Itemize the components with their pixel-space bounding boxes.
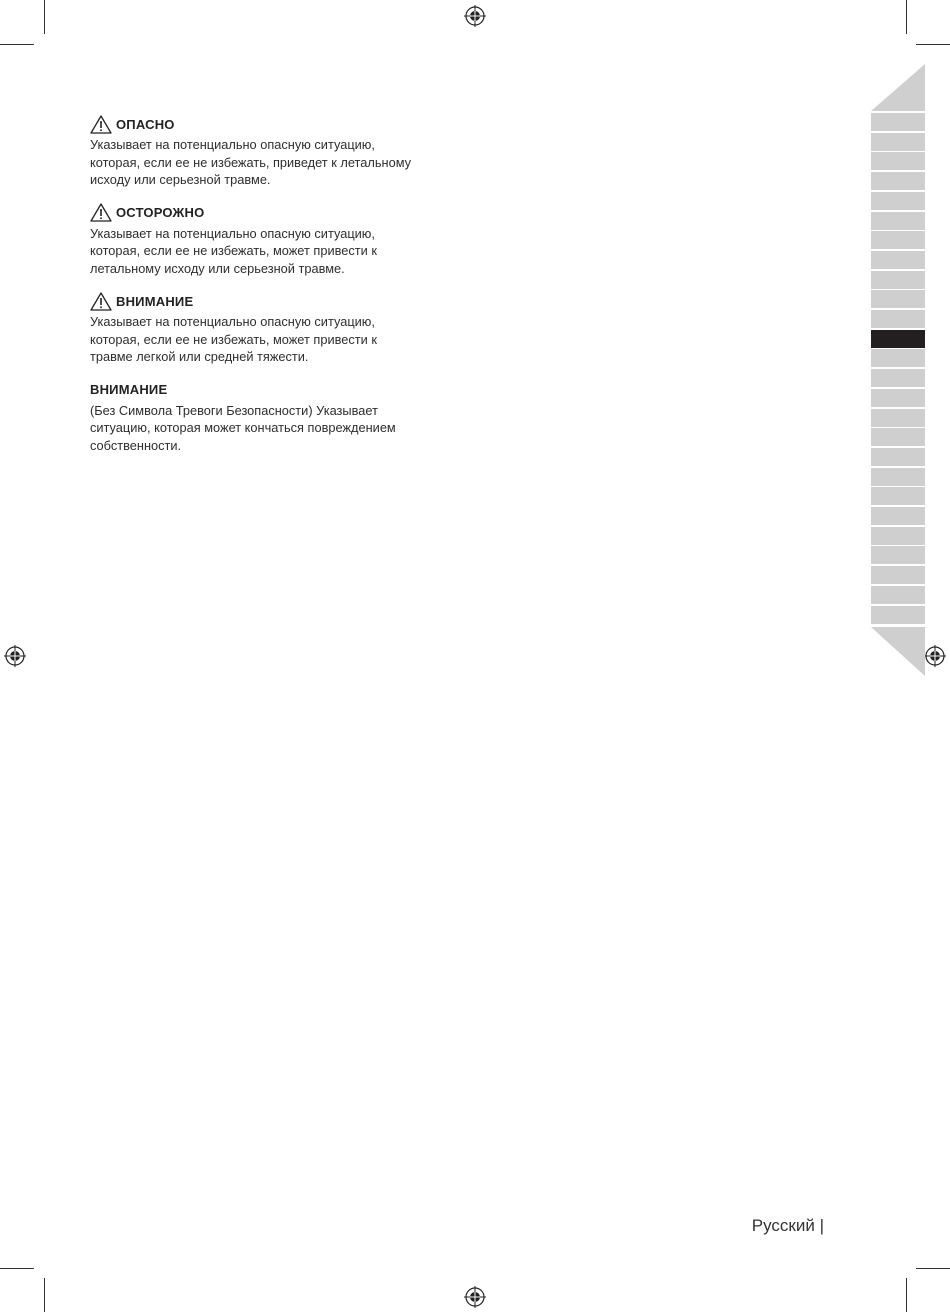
- side-tab-row: [871, 192, 925, 210]
- text-line: которая, если ее не избежать, может привести к: [90, 243, 377, 258]
- footer-language: Русский |: [751, 1216, 824, 1235]
- text-line: исходу или серьезной травме.: [90, 172, 271, 187]
- text-line: которая, если ее не избежать, приведет к летальному: [90, 154, 412, 170]
- side-tab-row: [871, 507, 925, 525]
- warning-triangle-icon: [90, 292, 112, 311]
- side-tab-row: [871, 389, 925, 407]
- side-tab-row: [871, 409, 925, 427]
- text-line: собственности.: [90, 437, 182, 453]
- side-tab-row: [871, 606, 925, 624]
- side-tab-row: [871, 586, 925, 604]
- safety-notices: [90, 114, 470, 468]
- side-tab-row: [871, 271, 925, 289]
- side-tab-row: [871, 468, 925, 486]
- notice-title: ОСТОРОЖНО: [116, 205, 205, 220]
- notice-body: [90, 225, 470, 278]
- crop-mark: [44, 0, 45, 34]
- side-tab-row: [871, 487, 925, 505]
- registration-mark-icon: [464, 5, 486, 27]
- notice-title: ВНИМАНИЕ: [116, 293, 194, 309]
- crop-mark: [44, 1278, 45, 1312]
- side-tab-row: [871, 369, 925, 387]
- side-tab-row: [871, 212, 925, 230]
- crop-mark: [916, 1268, 950, 1269]
- registration-mark-icon: [464, 1286, 486, 1308]
- notice-caution: [90, 291, 470, 366]
- side-tab-row: [871, 349, 925, 367]
- crop-mark: [906, 0, 907, 34]
- text-line: травме легкой или средней тяжести.: [90, 349, 309, 364]
- side-tab-row: [871, 448, 925, 466]
- side-tab-row: [871, 290, 925, 308]
- text-line: ситуацию, которая может кончаться повреждением: [90, 420, 396, 435]
- side-tab-row: [871, 152, 925, 170]
- registration-mark-icon: [4, 645, 26, 667]
- warning-triangle-icon: [90, 115, 112, 134]
- crop-mark: [0, 44, 34, 45]
- text-line: летальному исходу или серьезной травме.: [90, 260, 345, 276]
- text-line: которая, если ее не избежать, может привести к: [90, 331, 377, 347]
- side-tab-row: [871, 113, 925, 131]
- side-tab-row: [871, 172, 925, 190]
- crop-mark: [0, 1268, 34, 1269]
- notice-warning: [90, 203, 470, 278]
- warning-triangle-icon: [90, 203, 112, 222]
- side-tab-row: [871, 330, 925, 348]
- notice-body: [90, 313, 470, 366]
- notice-body: [90, 136, 470, 189]
- notice-title: ОПАСНО: [116, 116, 175, 132]
- side-tab-row: [871, 546, 925, 564]
- crop-mark: [916, 44, 950, 45]
- text-line: Указывает на потенциально опасную ситуацию,: [90, 137, 375, 152]
- side-tab-row: [871, 133, 925, 151]
- text-line: Указывает на потенциально опасную ситуацию,: [90, 314, 375, 329]
- side-tab-row: [871, 231, 925, 249]
- side-tab-row: [871, 251, 925, 269]
- notice-body: [90, 402, 470, 455]
- crop-mark: [906, 1278, 907, 1312]
- side-tab-row: [871, 428, 925, 446]
- notice-notice: [90, 380, 470, 455]
- text-line: (Без Символа Тревоги Безопасности) Указывает: [90, 402, 378, 418]
- side-tab-row: [871, 566, 925, 584]
- registration-mark-icon: [924, 645, 946, 667]
- side-tab-row: [871, 310, 925, 328]
- text-line: Указывает на потенциально опасную ситуацию,: [90, 225, 375, 241]
- side-tab-row: [871, 527, 925, 545]
- notice-title: ВНИМАНИЕ: [90, 382, 168, 397]
- notice-danger: [90, 114, 470, 189]
